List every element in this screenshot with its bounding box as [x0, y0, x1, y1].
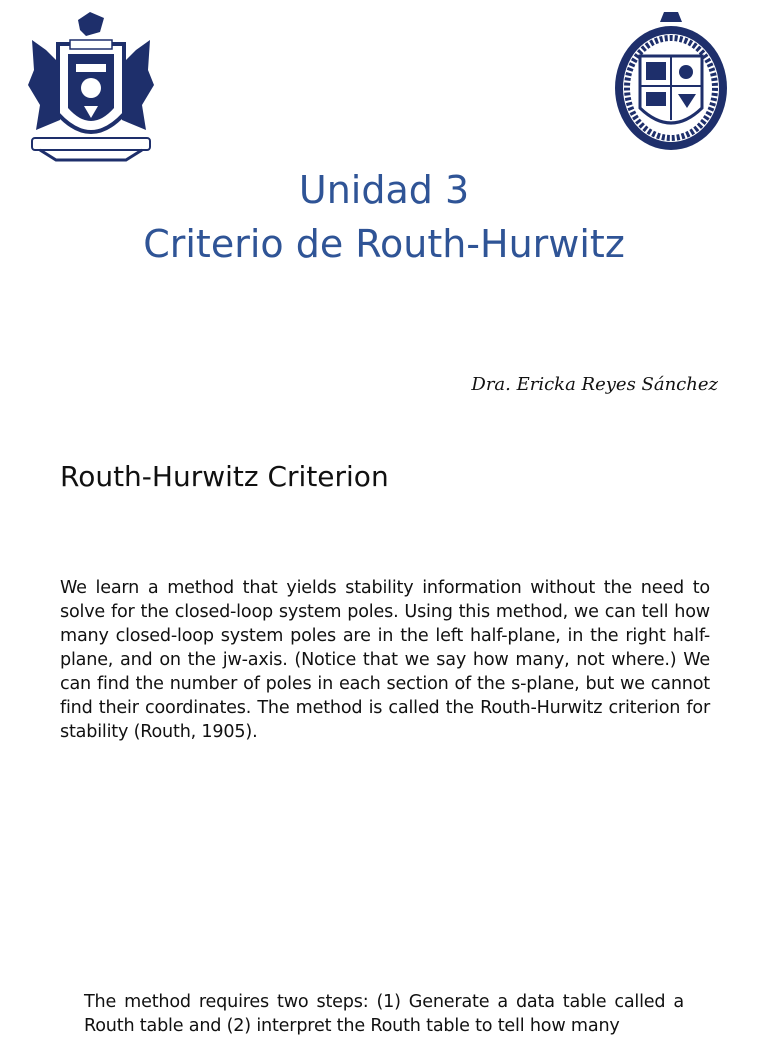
- university-eagle-crest-icon: [26, 10, 156, 162]
- author-name: Dra. Ericka Reyes Sánchez: [471, 374, 718, 395]
- left-university-logo: [26, 10, 156, 162]
- section-heading: Routh-Hurwitz Criterion: [60, 460, 389, 493]
- slide-title-line1: Unidad 3: [298, 168, 470, 212]
- faculty-seal-icon: [612, 8, 730, 154]
- paragraph-method-steps: The method requires two steps: (1) Generate a data table called a Routh table and (2) interpret the Routh table to tell how many: [84, 992, 684, 1036]
- paragraph-stability-intro: We learn a method that yields stability information without the need to solve for the closed-loop system poles. Using this method, we can tell how many closed-loop system poles are in the left half-plane, in the right half-plane, and on the jw-axis. (Notice that we say how many, not where.) We can find the number of poles in each section of the s-plane, but we cannot find their coordinates. The method is called the Routh-Hurwitz criterion for stability (Routh, 1905).: [60, 578, 710, 742]
- slide-title-line2: Criterio de Routh-Hurwitz: [143, 222, 625, 266]
- right-faculty-logo: [612, 8, 730, 154]
